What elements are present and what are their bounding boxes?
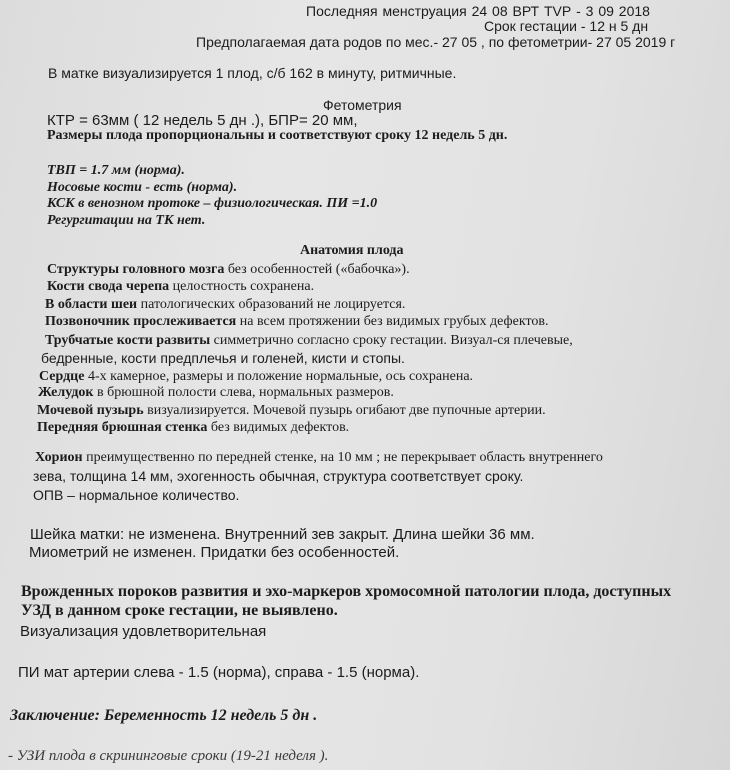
- chorion-line-2: зева, толщина 14 мм, эхогенность обычная, структура соответствует сроку.: [33, 468, 524, 484]
- header-line-gestation: Срок гестации - 12 н 5 дн: [484, 18, 649, 34]
- anatomy-text: визуализируется. Мочевой пузырь огибают две пупочные артерии.: [143, 403, 546, 418]
- summary-line-1: Врожденных пороков развития и эхо-маркеров хромосомной патологии плода, доступных: [21, 583, 672, 600]
- anatomy-text: бедренные, кости предплечья и голеней, кисти и стопы.: [41, 350, 405, 366]
- anatomy-title: Анатомия плода: [300, 243, 404, 258]
- anatomy-label: Трубчатые кости развиты: [45, 333, 211, 348]
- chorion-label: Хорион: [35, 450, 83, 465]
- uterine-artery-pi-line: ПИ мат артерии слева - 1.5 (норма), справа - 1.5 (норма).: [18, 664, 420, 681]
- conclusion-line: [10, 708, 317, 724]
- intro-line: В матке визуализируется 1 плод, с/б 162 в минуту, ритмичные.: [48, 65, 457, 81]
- anatomy-row-continued: [41, 351, 405, 365]
- anatomy-label: Мочевой пузырь: [37, 403, 144, 418]
- anatomy-row: [45, 315, 549, 329]
- fetometry-conclusion: Размеры плода пропорциональны и соответствуют сроку 12 недель 5 дн.: [47, 128, 508, 143]
- anatomy-row: [45, 298, 405, 312]
- header-line-lmp: Последняя менструация 24 08 ВРТ ТVР - 3 09 2018: [306, 3, 650, 19]
- chorion-line: [35, 451, 603, 465]
- anatomy-row: [45, 334, 573, 348]
- fetometry-title: Фетометрия: [323, 97, 402, 113]
- conclusion-label: Заключение:: [10, 707, 100, 724]
- chorion-text: преимущественно по передней стенке, на 10 мм ; не перекрывает область внутреннего: [82, 450, 603, 465]
- cervix-line: Шейка матки: не изменена. Внутренний зев закрыт. Длина шейки 36 мм.: [30, 526, 535, 543]
- anatomy-row: [37, 404, 546, 418]
- anatomy-label: Структуры головного мозга: [47, 262, 225, 277]
- anatomy-label: Передняя брюшная стенка: [37, 420, 208, 435]
- anatomy-text: патологических образований не лоцируется.: [137, 297, 406, 312]
- anatomy-row: [37, 421, 349, 435]
- anatomy-text: 4-х камерное, размеры и положение нормальные, ось сохранена.: [84, 369, 474, 384]
- anatomy-row: [38, 386, 394, 400]
- fetometry-line: КТР = 63мм ( 12 недель 5 дн .), БПР= 20 мм,: [47, 112, 358, 129]
- anatomy-text: симметрично согласно сроку гестации. Визуал-ся плечевые,: [210, 333, 573, 348]
- header-line-due-date: Предполагаемая дата родов по мес.- 27 05 , по фетометрии- 27 05 2019 г: [196, 34, 676, 50]
- anatomy-label: Позвоночник прослеживается: [45, 314, 237, 329]
- amniotic-fluid-line: ОПВ – нормальное количество.: [33, 487, 240, 503]
- anatomy-label: Сердце: [39, 369, 85, 384]
- anatomy-text: без видимых дефектов.: [207, 420, 350, 435]
- anatomy-label: Кости свода черепа: [47, 279, 170, 294]
- recommendation-line: - УЗИ плода в скрининговые сроки (19-21 неделя ).: [8, 748, 329, 764]
- anatomy-label: Желудок: [38, 385, 94, 400]
- visualization-line: Визуализация удовлетворительная: [20, 623, 267, 640]
- anatomy-row: [47, 263, 410, 277]
- tricuspid-regurgitation-line: Регургитации на ТК нет.: [47, 213, 206, 228]
- anatomy-row: [47, 280, 314, 294]
- anatomy-label: В области шеи: [45, 297, 138, 312]
- conclusion-text: Беременность 12 недель 5 дн .: [99, 707, 318, 724]
- anatomy-text: без особенностей («бабочка»).: [224, 262, 410, 277]
- myometrium-line: Миометрий не изменен. Придатки без особенностей.: [29, 544, 400, 561]
- tvp-line: ТВП = 1.7 мм (норма).: [47, 163, 185, 178]
- anatomy-text: на всем протяжении без видимых грубых дефектов.: [236, 314, 549, 329]
- anatomy-row: [39, 370, 473, 384]
- ductus-venosus-line: КСК в венозном протоке – физиологическая. ПИ =1.0: [47, 196, 378, 211]
- summary-line-2: УЗД в данном сроке гестации, не выявлено.: [21, 602, 338, 619]
- anatomy-text: целостность сохранена.: [169, 279, 315, 294]
- anatomy-text: в брюшной полости слева, нормальных размеров.: [93, 385, 394, 400]
- nasal-bones-line: Носовые кости - есть (норма).: [47, 180, 238, 195]
